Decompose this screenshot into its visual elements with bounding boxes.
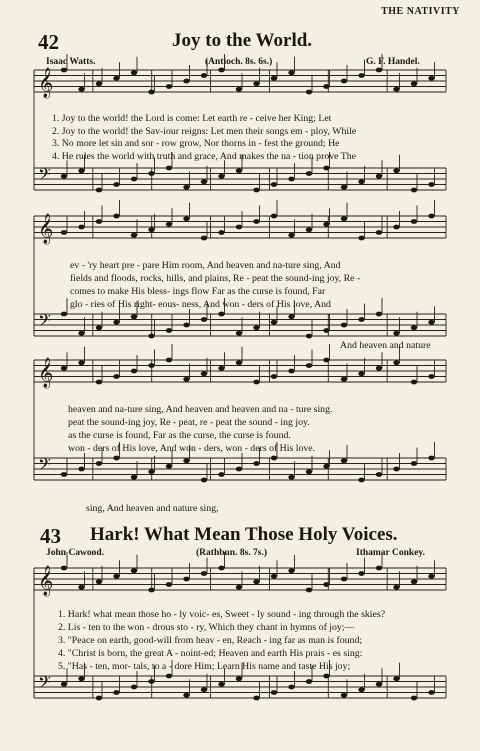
notehead [393,360,399,365]
notehead [323,222,329,227]
notehead [288,568,294,573]
notehead [61,312,67,317]
lyric-line: 3. No more let sin and sor - row grow, Nor thorns in - fest the ground; He [52,138,340,149]
notehead [288,177,294,182]
lyric-line: comes to make His bless- ings flow Far as the curse is found, Far [70,286,326,297]
notehead [183,185,189,190]
treble-clef-icon: 𝄞 [38,566,54,596]
notehead [358,179,364,184]
hymn-composer-42: G. F. Handel. [366,57,420,67]
notehead [236,676,242,681]
notehead [131,568,137,573]
notehead [341,693,347,698]
staff [34,54,446,94]
notehead [341,323,347,328]
notehead [236,331,242,336]
bass-clef-icon: 𝄢 [38,310,51,334]
lyric-line: glo - ries of His right- eous- ness, And won - ders of His love, And [70,299,331,310]
notehead [61,566,67,571]
lyric-line: won - ders of His love, And won - ders, won - ders of His love. [68,443,316,454]
notehead [271,374,277,379]
notehead [376,682,382,687]
notehead [236,87,242,92]
notehead [183,79,189,84]
notehead [411,188,417,193]
notehead [358,73,364,78]
notehead [183,323,189,328]
notehead [96,188,102,193]
bass-clef-icon: 𝄢 [38,164,51,188]
notehead [393,87,399,92]
notehead [323,166,329,171]
notehead [393,331,399,336]
notehead [148,227,154,232]
notehead [393,168,399,173]
notehead [253,696,259,701]
notehead [218,566,224,571]
notehead [113,574,119,579]
notehead [113,76,119,81]
hymn-author-43: John Cawood. [46,548,105,558]
notehead [323,674,329,679]
staff [34,200,446,240]
lyric-line: 5. "Has - ten, mor- tals, to a - dore Him; Learn His name and taste His joy; [58,661,351,672]
notehead [341,216,347,221]
staff [34,552,446,592]
notehead [183,458,189,463]
notehead [166,328,172,333]
notehead [393,467,399,472]
notehead [428,574,434,579]
notehead [411,461,417,466]
notehead [148,363,154,368]
lyric-line: 1. Joy to the world! the Lord is come: Let earth re - ceive her King; Let [52,113,332,124]
notehead [376,230,382,235]
notehead [131,475,137,480]
notehead [236,585,242,590]
notehead [306,588,312,593]
notehead [78,87,84,92]
notehead [323,582,329,587]
notehead [288,233,294,238]
notehead [411,380,417,385]
lyric-line: peat the sound-ing joy, Re - peat, re - peat the sound - ing joy. [68,417,310,428]
notehead [166,464,172,469]
notehead [201,73,207,78]
notehead [201,317,207,322]
notehead [183,693,189,698]
notehead [288,314,294,319]
notehead [96,219,102,224]
notehead [148,334,154,339]
notehead [236,225,242,230]
lyric-line: 4. He rules the world with truth and grace, And makes the na - tion prove The [52,151,356,162]
notehead [253,219,259,224]
notehead [306,334,312,339]
lyric-line: 1. Hark! what mean those ho - ly voic- es, Sweet - ly sound - ing through the skies? [58,609,386,620]
treble-clef-icon: 𝄞 [38,214,54,244]
notehead [271,214,277,219]
notehead [428,456,434,461]
notehead [218,682,224,687]
notehead [271,690,277,695]
notehead [411,579,417,584]
hymn-composer-43: Ithamar Conkey. [356,548,425,558]
notehead [271,320,277,325]
notehead [183,577,189,582]
notehead [218,230,224,235]
notehead [341,458,347,463]
notehead [78,467,84,472]
notehead [218,472,224,477]
lyric-line: 2. Lis - ten to the won - drous sto - ry, Which they chant in hymns of joy;— [58,622,355,633]
bass-clef-icon: 𝄢 [38,672,51,696]
notehead [341,79,347,84]
notehead [393,676,399,681]
hymn-tune-43: (Rathbun. 8s. 7s.) [196,548,268,558]
notehead [271,76,277,81]
notehead [393,225,399,230]
notehead [411,219,417,224]
notehead [166,358,172,363]
notehead [411,325,417,330]
notehead [61,174,67,179]
notehead [323,358,329,363]
notehead [78,168,84,173]
notehead [131,369,137,374]
notehead [166,84,172,89]
notehead [61,472,67,477]
notehead [78,676,84,681]
notehead [96,696,102,701]
notehead [358,236,364,241]
notehead [253,461,259,466]
notehead [253,325,259,330]
notehead [306,679,312,684]
notehead [61,366,67,371]
bass-clef-icon: 𝄢 [38,454,51,478]
notehead [201,478,207,483]
notehead [113,456,119,461]
lyric-line: as the curse is found, Far as the curse, the curse is found. [68,430,291,441]
notehead [61,230,67,235]
notehead [253,81,259,86]
notehead [428,320,434,325]
notehead [201,371,207,376]
notehead [236,360,242,365]
notehead [358,371,364,376]
notehead [131,685,137,690]
notehead [113,320,119,325]
treble-clef-icon: 𝄞 [38,68,54,98]
notehead [96,325,102,330]
notehead [131,177,137,182]
notehead [271,182,277,187]
notehead [358,571,364,576]
notehead [306,227,312,232]
notehead [306,90,312,95]
hymn-number-42: 42 [38,30,59,54]
notehead [428,374,434,379]
notehead [323,328,329,333]
notehead [376,366,382,371]
notehead [428,214,434,219]
notehead [201,236,207,241]
notehead [78,331,84,336]
notehead [271,574,277,579]
notehead [288,475,294,480]
hymn-number-43: 43 [40,524,61,548]
notehead [201,687,207,692]
notehead [183,216,189,221]
hymn-title-43: Hark! What Mean Those Holy Voices. [90,524,398,545]
notehead [288,369,294,374]
notehead [428,690,434,695]
notehead [78,225,84,230]
notehead [306,363,312,368]
notehead [236,467,242,472]
notehead [131,233,137,238]
notehead [148,469,154,474]
notehead [78,585,84,590]
notehead [358,687,364,692]
notehead [218,174,224,179]
lyric-line: 2. Joy to the world! the Sav-iour reigns: Let men their songs em - ploy, While [52,126,357,137]
notehead [148,679,154,684]
notehead [131,314,137,319]
notehead [78,360,84,365]
notehead [148,171,154,176]
notehead [376,566,382,571]
hymn-author-42: Isaac Watts. [46,57,96,67]
notehead [236,168,242,173]
notehead [428,76,434,81]
notehead [306,171,312,176]
notehead [253,188,259,193]
notehead [411,696,417,701]
notehead [148,588,154,593]
notehead [323,464,329,469]
treble-clef-icon: 𝄞 [38,358,54,388]
notehead [253,380,259,385]
notehead [341,377,347,382]
notehead [166,582,172,587]
notehead [288,70,294,75]
notehead [376,312,382,317]
notehead [113,374,119,379]
notehead [393,585,399,590]
notehead [148,90,154,95]
section-label: THE NATIVITY [381,6,460,17]
notehead [376,174,382,179]
lyric-line: heaven and na-ture sing, And heaven and heaven and na - ture sing. [68,404,333,415]
notehead [341,185,347,190]
notehead [358,317,364,322]
notehead [323,84,329,89]
notehead [218,366,224,371]
notehead [201,179,207,184]
hymn-title-42: Joy to the World. [172,30,313,51]
notehead [113,214,119,219]
lyric-line: ev - 'ry heart pre - pare Him room, And heaven and na-ture sing, And [70,260,341,271]
notehead [166,222,172,227]
notehead [376,68,382,73]
notehead [166,166,172,171]
notehead [96,81,102,86]
notehead [61,682,67,687]
notehead [306,469,312,474]
notehead [358,478,364,483]
lyric-line: fields and floods, rocks, hills, and plains, Re - peat the sound-ing joy, Re - [70,273,361,284]
notehead [428,182,434,187]
lyric-line: 4. "Christ is born, the great A - noint-ed; Heaven and earth His prais - es sing: [58,648,363,659]
notehead [218,68,224,73]
notehead [201,571,207,576]
notehead [253,579,259,584]
notehead [96,461,102,466]
notehead [113,182,119,187]
notehead [288,685,294,690]
notehead [341,577,347,582]
notehead [183,377,189,382]
lyric-line: 3. "Peace on earth, good-will from heav - en, Reach - ing far as man is found; [58,635,363,646]
notehead [96,579,102,584]
notehead [61,68,67,73]
notehead [271,456,277,461]
notehead [96,380,102,385]
notehead [131,70,137,75]
notehead [113,690,119,695]
notehead [166,674,172,679]
bass-lyric: And heaven and nature [340,340,431,351]
notehead [218,312,224,317]
notehead [376,472,382,477]
notehead [411,81,417,86]
bass-lyric: sing, And heaven and nature sing, [86,503,219,514]
hymn-tune-42: (Antioch. 8s. 6s.) [205,57,273,67]
